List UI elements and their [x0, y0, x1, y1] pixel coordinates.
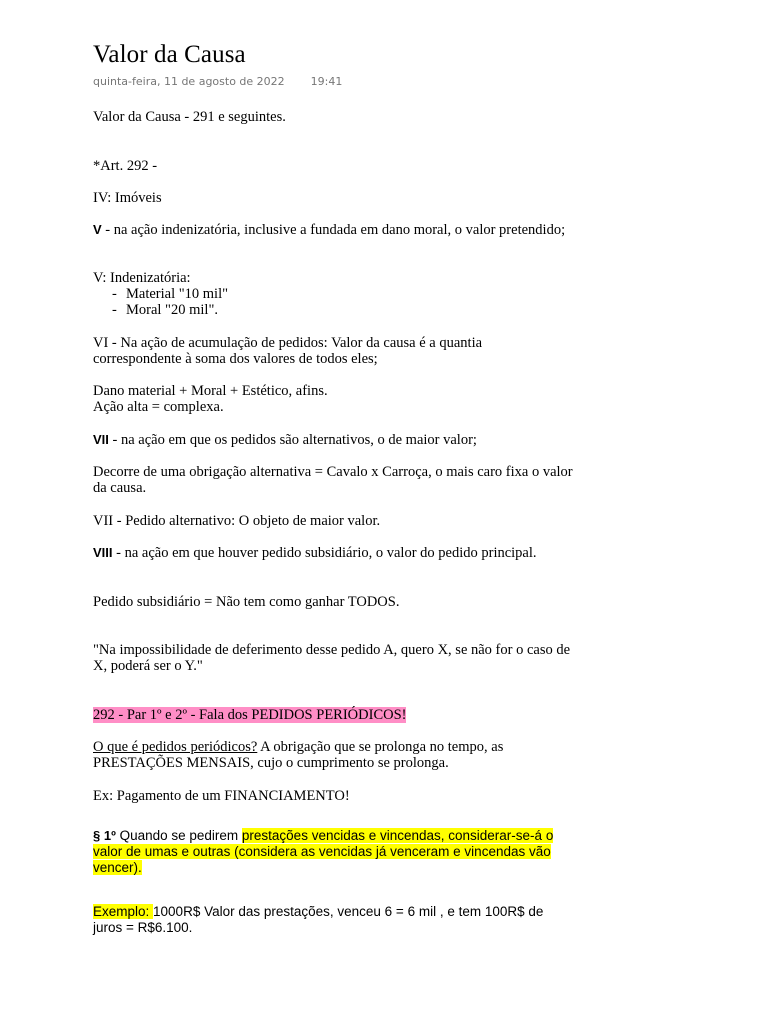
- note-page: [93, 40, 573, 935]
- v-summary: V: Indenizatória:: [93, 270, 191, 286]
- list-item: - Material "10 mil": [112, 286, 573, 302]
- v-text: - na ação indenizatória, inclusive a fundada em dano moral, o valor pretendido;: [101, 222, 566, 238]
- acao-line: Ação alta = complexa.: [93, 399, 224, 415]
- art-line: *Art. 292 -: [93, 158, 158, 174]
- v-items-list: [93, 286, 573, 318]
- exemplo-text: 1000R$ Valor das prestações, venceu 6 = 6 mil , e tem 100R$ de juros = R$6.100.: [93, 904, 544, 935]
- page-title: Valor da Causa: [93, 41, 246, 68]
- vii-label: VII: [93, 432, 109, 447]
- viii-label: VIII: [93, 545, 113, 560]
- oque-rest: A obrigação que se prolonga no tempo, as PRESTAÇÕES MENSAIS, cujo o cumprimento se prolonga.: [93, 739, 504, 771]
- pink-highlight: 292 - Par 1º e 2º - Fala dos PEDIDOS PERIÓDICOS!: [93, 707, 407, 723]
- subsidiario-line: Pedido subsidiário = Não tem como ganhar TODOS.: [93, 594, 400, 610]
- oque-underlined: O que é pedidos periódicos?: [93, 739, 258, 755]
- vii-paragraph: [93, 432, 573, 448]
- iv-line: IV: Imóveis: [93, 190, 162, 206]
- par1-plain: Quando se pedirem: [115, 828, 242, 843]
- yellow-highlight: prestações vencidas e vincendas, considerar-se-á o valor de umas e outras (considera as vencidas já venceram e vincendas vão vencer).: [93, 828, 554, 875]
- pedidos-periodicos-heading: [93, 707, 573, 723]
- intro-line: Valor da Causa - 291 e seguintes.: [93, 109, 286, 125]
- decorre-paragraph: Decorre de uma obrigação alternativa = Cavalo x Carroça, o mais caro fixa o valor da causa.: [93, 464, 573, 496]
- oque-paragraph: [93, 739, 573, 771]
- viii-paragraph: [93, 545, 573, 561]
- ex-line: Ex: Pagamento de um FINANCIAMENTO!: [93, 788, 350, 804]
- viii-text: - na ação em que houver pedido subsidiário, o valor do pedido principal.: [112, 545, 537, 561]
- vii-summary: VII - Pedido alternativo: O objeto de maior valor.: [93, 513, 381, 529]
- v-summary-block: [93, 270, 573, 318]
- par1-paragraph: [93, 828, 573, 876]
- exemplo-label: Exemplo:: [93, 904, 154, 919]
- vii-text: - na ação em que os pedidos são alternativos, o de maior valor;: [108, 432, 477, 448]
- quote-paragraph: "Na impossibilidade de deferimento desse pedido A, quero X, se não for o caso de X, poderá ser o Y.": [93, 642, 571, 674]
- note-date: quinta-feira, 11 de agosto de 2022: [93, 75, 285, 88]
- v-paragraph: [93, 222, 573, 238]
- v-label: V: [93, 222, 102, 237]
- dano-block: [93, 383, 573, 415]
- list-item: - Moral "20 mil".: [112, 302, 573, 318]
- note-time: 19:41: [310, 75, 343, 88]
- exemplo-paragraph: [93, 904, 573, 936]
- par1-label: § 1º: [93, 828, 116, 843]
- vi-paragraph: VI - Na ação de acumulação de pedidos: Valor da causa é a quantia correspondente à soma dos valores de todos eles;: [93, 335, 483, 367]
- note-timestamp: [93, 75, 573, 91]
- dano-line: Dano material + Moral + Estético, afins.: [93, 383, 328, 399]
